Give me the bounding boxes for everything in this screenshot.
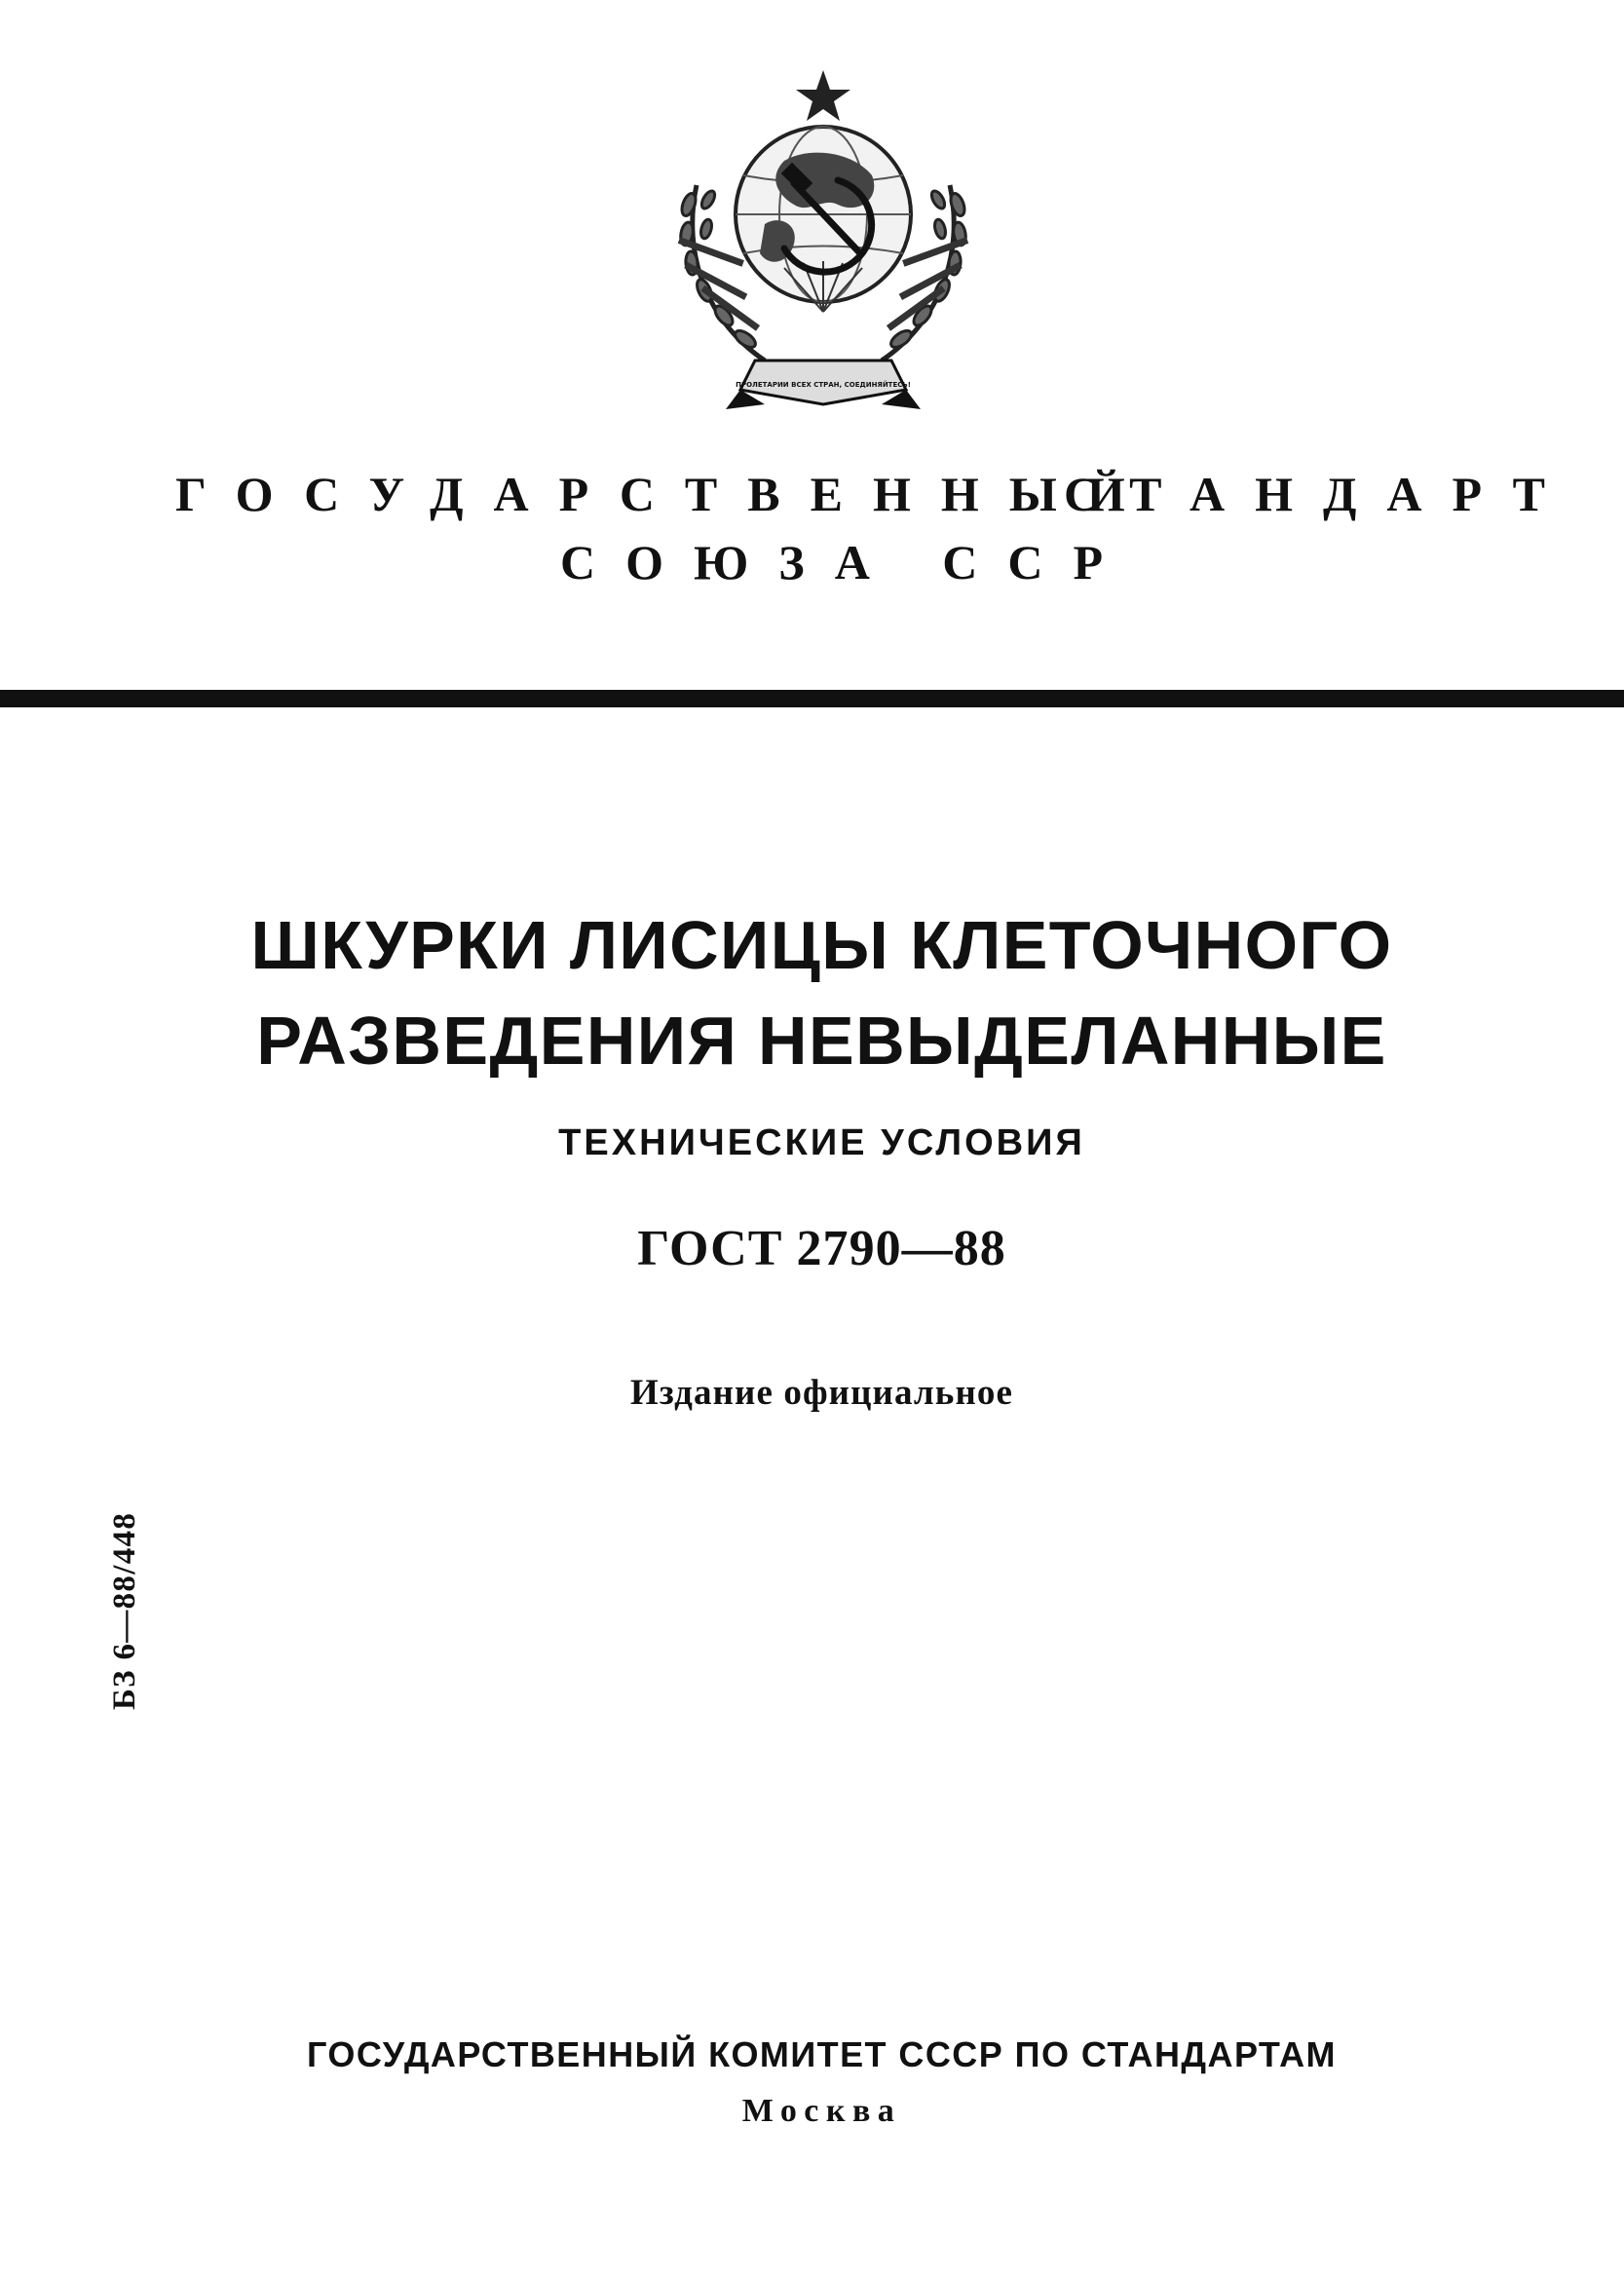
header-union: СОЮЗА ССР <box>560 535 1134 589</box>
document-subtitle: ТЕХНИЧЕСКИЕ УСЛОВИЯ <box>558 1122 1085 1163</box>
emblem-ribbon-text: ПРОЛЕТАРИИ ВСЕХ СТРАН, СОЕДИНЯЙТЕСЬ! <box>736 381 911 389</box>
edition-label: Издание официальное <box>629 1373 1014 1413</box>
publisher-name: ГОСУДАРСТВЕННЫЙ КОМИТЕТ СССР ПО СТАНДАРТАМ <box>307 2034 1337 2074</box>
star-icon <box>796 70 850 121</box>
ussr-state-emblem-icon <box>638 68 1008 448</box>
header-state-standard-right: СТАНДАРТ <box>1064 467 1575 521</box>
side-code: БЗ 6—88/448 <box>107 1511 142 1710</box>
header-divider <box>0 690 1624 707</box>
header-state-standard-left: ГОСУДАРСТВЕННЫЙ <box>175 467 1155 521</box>
document-title-line-1: ШКУРКИ ЛИСИЦЫ КЛЕТОЧНОГО <box>250 907 1393 983</box>
gost-number: ГОСТ 2790—88 <box>637 1221 1006 1276</box>
publisher-city: Москва <box>741 2093 902 2129</box>
document-title-line-2: РАЗВЕДЕНИЯ НЕВЫДЕЛАННЫЕ <box>256 1003 1387 1079</box>
